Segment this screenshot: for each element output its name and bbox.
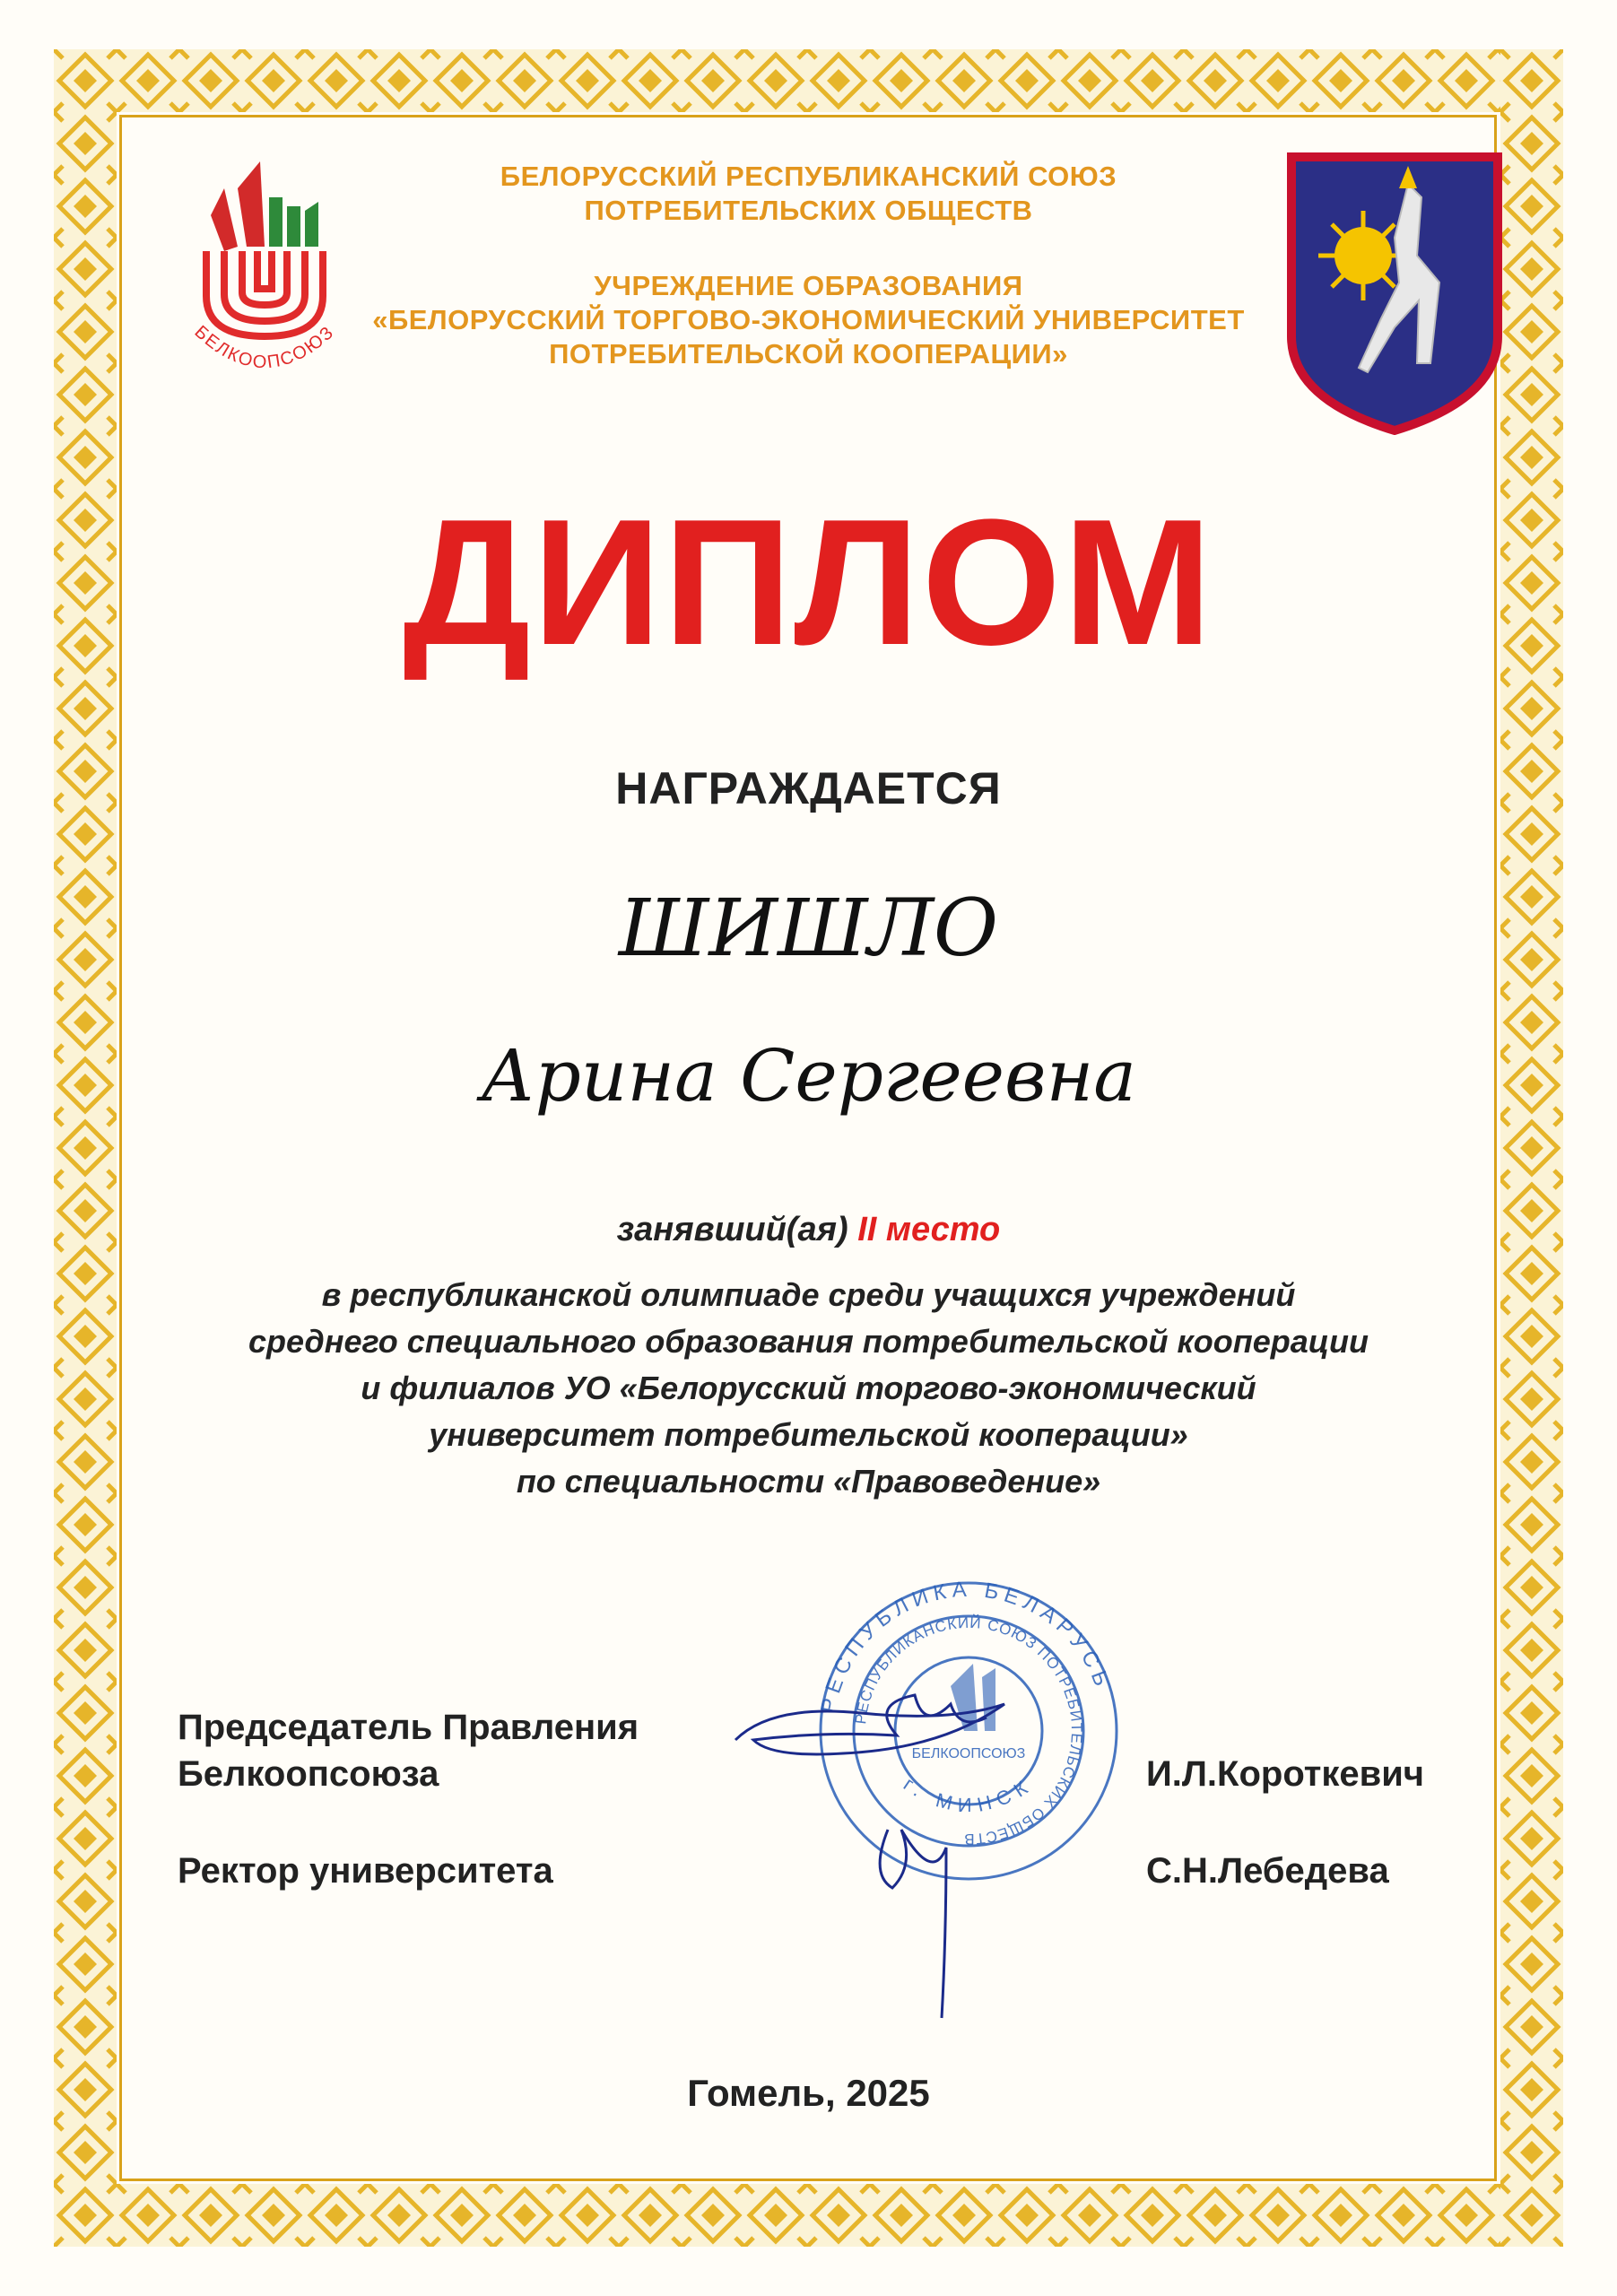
signatory-role-rector: Ректор университета	[178, 1851, 553, 1891]
university-crest-icon	[1282, 148, 1507, 435]
recipient-given-names: Арина Сергеевна	[481, 1034, 1136, 1118]
stamp-outer-text: РЕСПУБЛИКА БЕЛАРУСЬ	[816, 1578, 1116, 1716]
awarded-label: НАГРАЖДАЕТСЯ	[615, 763, 1002, 813]
description-line: среднего специального образования потребительской кооперации	[248, 1323, 1369, 1360]
ornament-border-right	[1500, 49, 1563, 2247]
ornament-border-left	[54, 49, 117, 2247]
org-header-union	[341, 160, 1276, 228]
ornament-border-top	[54, 49, 1563, 112]
org-line-3: УЧРЕЖДЕНИЕ ОБРАЗОВАНИЯ	[594, 270, 1023, 301]
description-line: и филиалов УО «Белорусский торгово-экономический	[361, 1370, 1256, 1406]
city-year: Гомель, 2025	[687, 2072, 930, 2114]
stamp-inner-text: РЕСПУБЛИКАНСКИЙ СОЮЗ ПОТРЕБИТЕЛЬСКИХ ОБЩЕСТВ	[852, 1613, 1086, 1848]
description-line: в республиканской олимпиаде среди учащихся учреждений	[321, 1276, 1296, 1313]
stamp-city-text: г. МИНСК	[900, 1772, 1038, 1817]
description-line: университет потребительской кооперации»	[429, 1416, 1188, 1453]
org-header-university	[341, 269, 1276, 371]
org-line-2: ПОТРЕБИТЕЛЬСКИХ ОБЩЕСТВ	[584, 195, 1033, 226]
handwritten-signatures	[717, 1668, 1094, 2027]
signatory-role-chairman	[178, 1704, 639, 1797]
logo-caption: БЕЛКООПСОЮЗ	[190, 322, 339, 373]
org-line-5: ПОТРЕБИТЕЛЬСКОЙ КООПЕРАЦИИ»	[549, 338, 1068, 370]
svg-text:БЕЛКООПСОЮЗ	[191, 322, 339, 372]
org-line-4: «БЕЛОРУССКИЙ ТОРГОВО-ЭКОНОМИЧЕСКИЙ УНИВЕРСИТЕТ	[372, 304, 1245, 335]
ornament-border-bottom	[54, 2184, 1563, 2247]
placement-prefix: занявший(ая)	[616, 1211, 848, 1248]
org-line-1: БЕЛОРУССКИЙ РЕСПУБЛИКАНСКИЙ СОЮЗ	[500, 161, 1117, 192]
logo-caption-arc	[175, 305, 354, 404]
stamp-center-text: БЕЛКООПСОЮЗ	[911, 1746, 1026, 1761]
description-line: по специальности «Правоведение»	[516, 1463, 1101, 1500]
diploma-title: ДИПЛОМ	[403, 483, 1214, 683]
signatory-name-chairman: И.Л.Короткевич	[1146, 1754, 1425, 1794]
recipient-surname: ШИШЛО	[618, 882, 999, 974]
placement-place: II место	[857, 1211, 1001, 1248]
placement-line	[359, 1211, 1258, 1249]
description	[179, 1272, 1438, 1505]
signatory-role-line: Председатель Правления	[178, 1708, 639, 1747]
signatory-name-rector: С.Н.Лебедева	[1146, 1851, 1389, 1891]
signatory-role-line: Белкоопсоюза	[178, 1754, 439, 1794]
